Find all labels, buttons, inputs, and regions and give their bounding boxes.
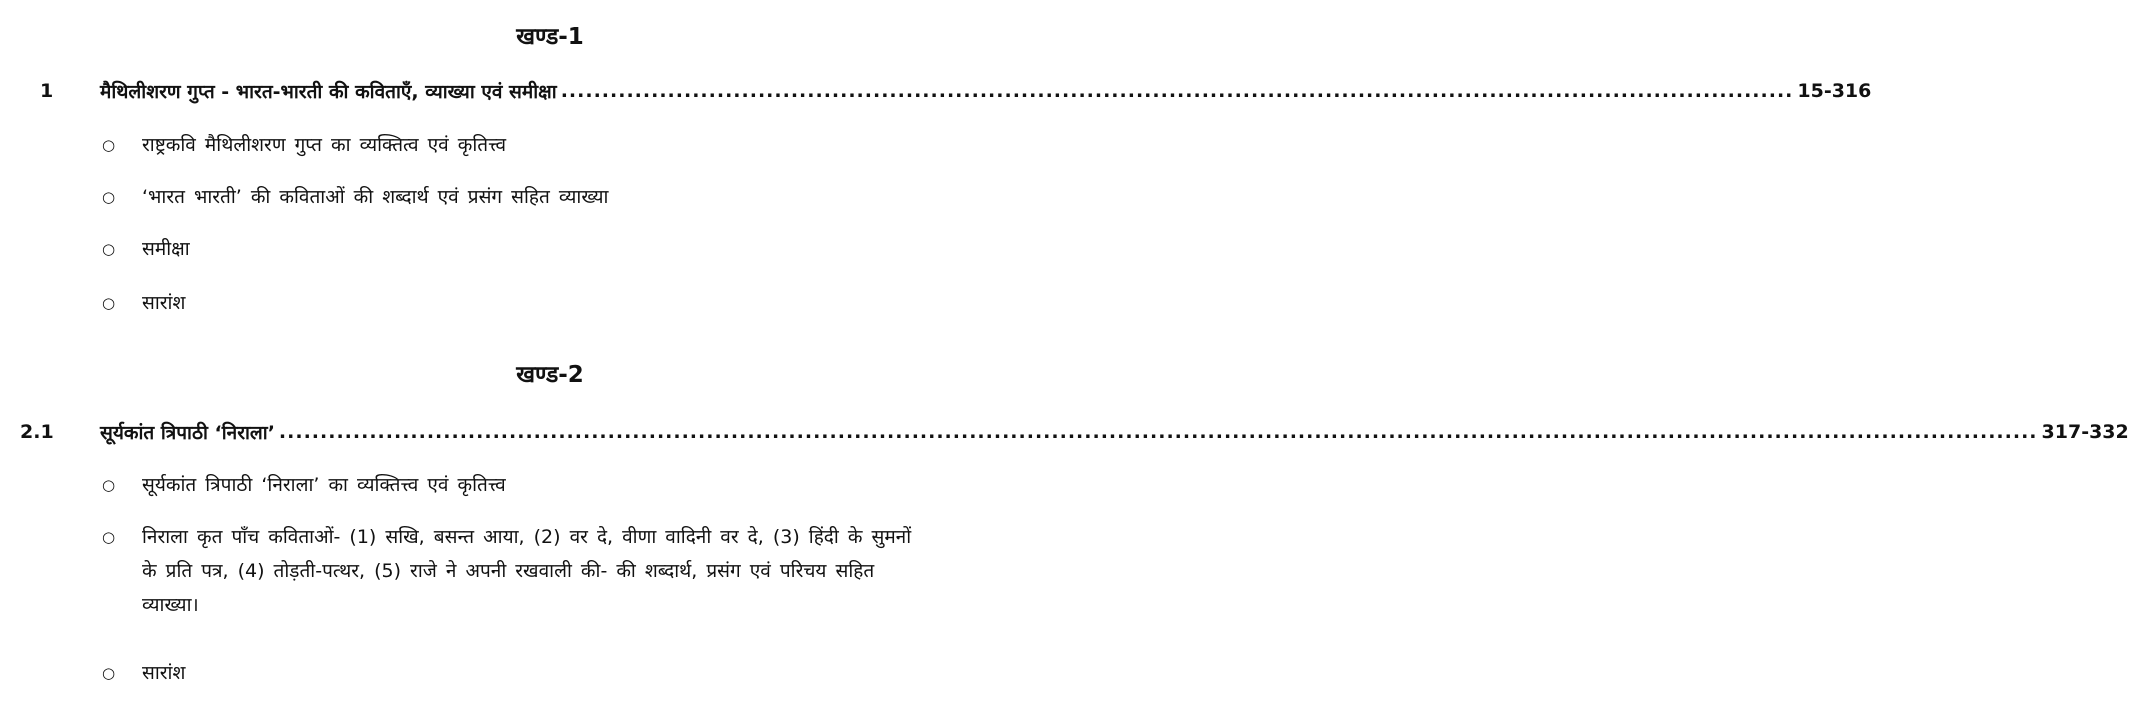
list-item <box>100 656 920 690</box>
dot-leader: ...................................................................................................................................................... <box>560 80 1794 102</box>
list-item-text: सारांश <box>142 292 186 314</box>
list-item <box>100 128 920 162</box>
entry-title: मैथिलीशरण गुप्त - भारत-भारती की कविताएँ, व्याख्या एवं समीक्षा <box>100 81 557 103</box>
circle-bullet-icon: ○ <box>102 528 116 546</box>
list-item <box>100 468 920 502</box>
circle-bullet-icon: ○ <box>102 294 116 312</box>
toc-entry-2 <box>20 417 2129 447</box>
entry-page-range: 317-332 <box>2041 421 2129 443</box>
toc-entry-1 <box>20 76 1872 106</box>
list-item-text: ‘भारत भारती’ की कविताओं की शब्दार्थ एवं प्रसंग सहित व्याख्या <box>142 186 609 208</box>
section-heading-1: खण्ड-1 <box>516 24 584 50</box>
circle-bullet-icon: ○ <box>102 476 116 494</box>
entry-page-range: 15-316 <box>1797 80 1872 102</box>
section-heading-2: खण्ड-2 <box>516 362 584 388</box>
list-item-text: सारांश <box>142 662 186 684</box>
list-item-text: निराला कृत पाँच कविताओं- (1) सखि, बसन्त आया, (2) वर दे, वीणा वादिनी वर दे, (3) हिंदी के सुमनों के प्रति पत्र, (4) तोड़ती-पत्थर, (5) राजे ने अपनी रखवाली की- की शब्दार्थ, प्रसंग एवं परिचय सहित व्याख्या। <box>142 526 912 616</box>
list-item <box>100 232 920 266</box>
circle-bullet-icon: ○ <box>102 136 116 154</box>
entry-number: 1 <box>40 80 54 102</box>
list-item <box>100 180 920 214</box>
circle-bullet-icon: ○ <box>102 240 116 258</box>
list-item-text: सूर्यकांत त्रिपाठी ‘निराला’ का व्यक्तित्त्व एवं कृतित्त्व <box>142 474 506 496</box>
list-item-text: राष्ट्रकवि मैथिलीशरण गुप्त का व्यक्तित्व एवं कृतित्त्व <box>142 134 507 156</box>
list-item <box>100 520 920 622</box>
dot-leader: ...................................................................................................................................................................................................................... <box>278 421 2038 443</box>
circle-bullet-icon: ○ <box>102 664 116 682</box>
entry-title: सूर्यकांत त्रिपाठी ‘निराला’ <box>100 422 275 444</box>
list-item-text: समीक्षा <box>142 238 190 260</box>
list-item <box>100 286 920 320</box>
entry-number: 2.1 <box>20 421 54 443</box>
circle-bullet-icon: ○ <box>102 188 116 206</box>
